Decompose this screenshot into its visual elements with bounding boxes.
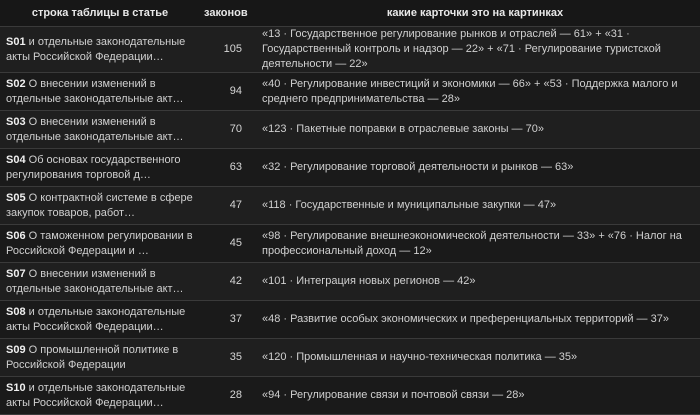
law-name: и отдельные законодательные акты Российской Федерации…: [6, 305, 186, 333]
table-row: [0, 263, 700, 301]
table-header-row: [0, 0, 700, 27]
law-name: О внесении изменений в отдельные законодательные акт…: [6, 115, 184, 143]
law-count: 45: [200, 225, 250, 263]
table-row: [0, 111, 700, 149]
law-code: S07: [6, 267, 26, 280]
law-name: Об основах государственного регулирования торговой д…: [6, 153, 181, 181]
header-row-label: строка таблицы в статье: [0, 0, 200, 27]
law-count: 105: [200, 27, 250, 73]
law-cards: «32 · Регулирование торговой деятельности и рынков — 63»: [250, 149, 700, 187]
law-cell: [0, 73, 200, 111]
law-cards: «120 · Промышленная и научно-техническая политика — 35»: [250, 339, 700, 377]
law-cards: «123 · Пакетные поправки в отраслевые законы — 70»: [250, 111, 700, 149]
law-name: и отдельные законодательные акты Российской Федерации…: [6, 381, 186, 409]
law-code: S04: [6, 153, 26, 166]
law-count: 63: [200, 149, 250, 187]
law-cell: [0, 377, 200, 415]
law-count: 37: [200, 301, 250, 339]
law-code: S06: [6, 229, 26, 242]
law-cell: [0, 187, 200, 225]
table-row: [0, 187, 700, 225]
law-code: S08: [6, 305, 26, 318]
law-cards: «94 · Регулирование связи и почтовой связи — 28»: [250, 377, 700, 415]
law-count: 35: [200, 339, 250, 377]
table-row: [0, 301, 700, 339]
law-code: S03: [6, 115, 26, 128]
table-row: [0, 225, 700, 263]
law-code: S01: [6, 35, 26, 48]
law-cards: «98 · Регулирование внешнеэкономической деятельности — 33» + «76 · Налог на профессиональный доход — 12»: [250, 225, 700, 263]
law-count: 47: [200, 187, 250, 225]
law-cell: [0, 339, 200, 377]
law-cell: [0, 149, 200, 187]
table-row: [0, 339, 700, 377]
law-name: и отдельные законодательные акты Российской Федерации…: [6, 35, 186, 63]
law-cards: «40 · Регулирование инвестиций и экономики — 66» + «53 · Поддержка малого и среднего предпринимательства — 28»: [250, 73, 700, 111]
header-cards: какие карточки это на картинках: [250, 0, 700, 27]
law-cell: [0, 263, 200, 301]
law-name: О внесении изменений в отдельные законодательные акт…: [6, 77, 184, 105]
table-row: [0, 27, 700, 73]
law-cards: «101 · Интеграция новых регионов — 42»: [250, 263, 700, 301]
law-cards: «48 · Развитие особых экономических и преференциальных территорий — 37»: [250, 301, 700, 339]
law-count: 42: [200, 263, 250, 301]
law-cards: «13 · Государственное регулирование рынков и отраслей — 61» + «31 · Государственный контроль и надзор — 22» + «71 · Регулирование туристской деятельности — 22»: [250, 27, 700, 73]
law-name: О промышленной политике в Российской Федерации: [6, 343, 179, 371]
law-cards: «118 · Государственные и муниципальные закупки — 47»: [250, 187, 700, 225]
table-row: [0, 149, 700, 187]
law-code: S09: [6, 343, 26, 356]
law-name: О внесении изменений в отдельные законодательные акт…: [6, 267, 184, 295]
law-code: S10: [6, 381, 26, 394]
law-name: О таможенном регулировании в Российской Федерации и …: [6, 229, 193, 257]
law-code: S05: [6, 191, 26, 204]
table-row: [0, 73, 700, 111]
law-count: 94: [200, 73, 250, 111]
law-code: S02: [6, 77, 26, 90]
law-cell: [0, 225, 200, 263]
law-count: 28: [200, 377, 250, 415]
law-count: 70: [200, 111, 250, 149]
table-row: [0, 377, 700, 415]
law-name: О контрактной системе в сфере закупок товаров, работ…: [6, 191, 193, 219]
law-cell: [0, 27, 200, 73]
header-count: законов: [200, 0, 250, 27]
law-cell: [0, 111, 200, 149]
law-cell: [0, 301, 200, 339]
